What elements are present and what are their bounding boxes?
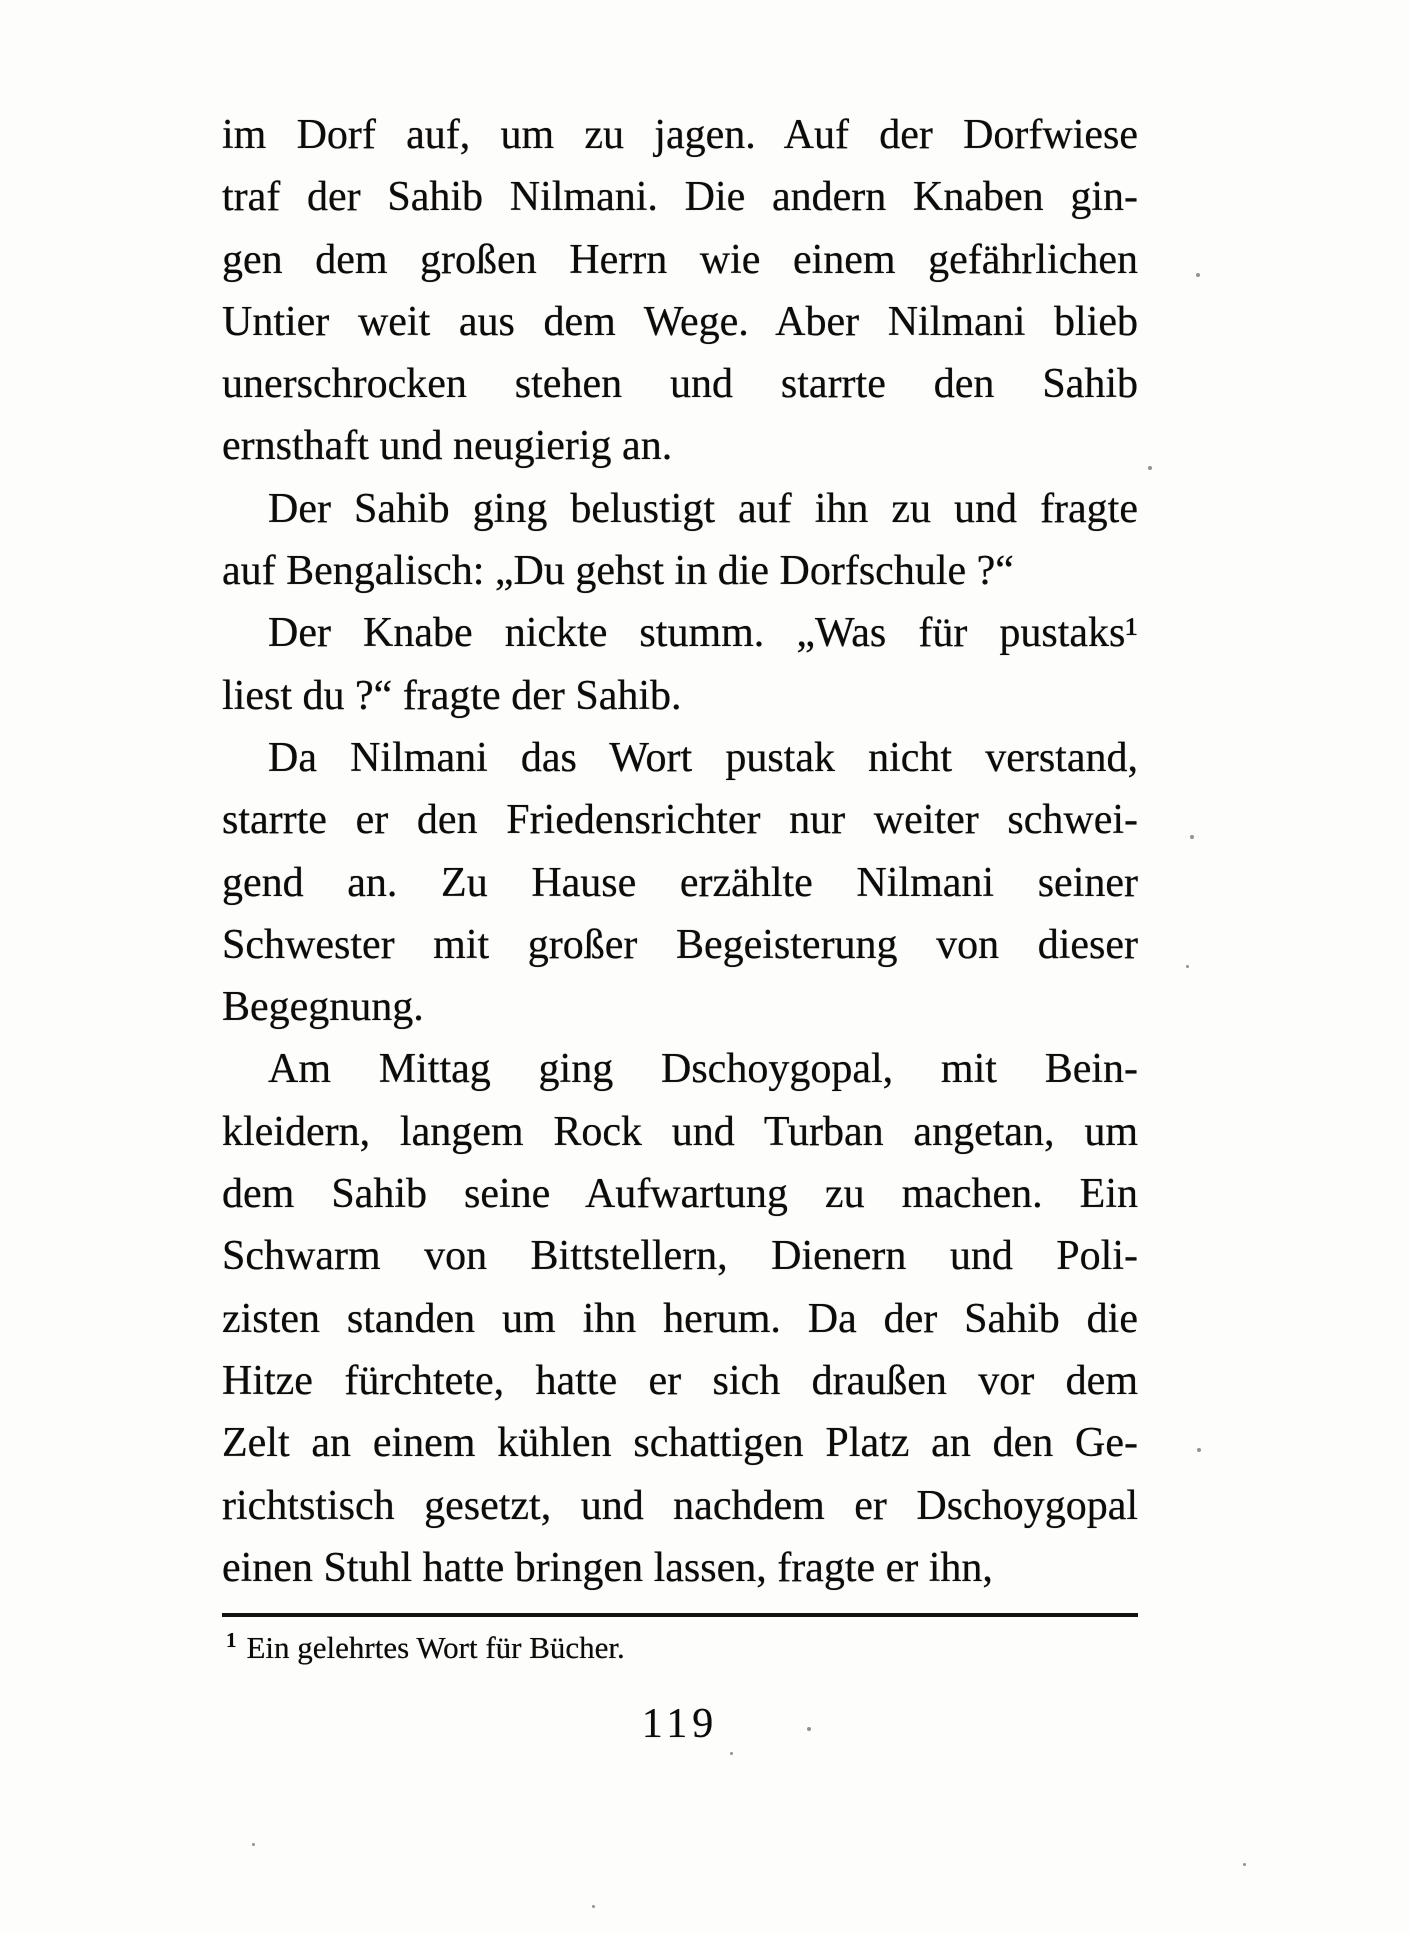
- text-line: unerschrocken stehen und starrte den Sahib: [222, 361, 1138, 408]
- scan-speck: [807, 1727, 811, 1731]
- text-line: Schwarm von Bittstellern, Dienern und Poli-: [222, 1233, 1138, 1280]
- text-line: Untier weit aus dem Wege. Aber Nilmani blieb: [222, 298, 1138, 345]
- footnote: [226, 1628, 1142, 1668]
- text-line: Am Mittag ging Dschoygopal, mit Bein-: [268, 1046, 1138, 1093]
- paragraph: [222, 478, 1138, 603]
- text-line: richtstisch gesetzt, und nachdem er Dschoygopal: [222, 1482, 1138, 1529]
- paragraph: [222, 1038, 1138, 1599]
- scan-speck: [1197, 1448, 1201, 1452]
- scan-speck: [730, 1752, 733, 1755]
- text-line: dem Sahib seine Aufwartung zu machen. Ein: [222, 1171, 1138, 1218]
- footnote-marker: 1: [226, 1627, 237, 1652]
- text-line: im Dorf auf, um zu jagen. Auf der Dorfwiese: [222, 112, 1138, 158]
- scan-speck: [592, 1905, 595, 1908]
- text-line: einen Stuhl hatte bringen lassen, fragte er ihn,: [222, 1544, 993, 1591]
- text-line: Schwester mit großer Begeisterung von dieser: [222, 921, 1138, 968]
- text-line: liest du ?“ fragte der Sahib.: [222, 672, 682, 719]
- text-line: Da Nilmani das Wort pustak nicht verstand,: [268, 734, 1138, 781]
- text-line: kleidern, langem Rock und Turban angetan, um: [222, 1108, 1138, 1155]
- text-line: Der Knabe nickte stumm. „Was für pustaks¹: [268, 610, 1138, 657]
- text-line: ernsthaft und neugierig an.: [222, 423, 673, 470]
- text-line: gend an. Zu Hause erzählte Nilmani seiner: [222, 859, 1138, 906]
- text-line: starrte er den Friedensrichter nur weiter schwei-: [222, 797, 1138, 844]
- scan-speck: [1243, 1863, 1246, 1866]
- text-line: gen dem großen Herrn wie einem gefährlichen: [222, 236, 1138, 283]
- text-line: Zelt an einem kühlen schattigen Platz an den Ge-: [222, 1420, 1138, 1467]
- text-line: Begegnung.: [222, 984, 424, 1031]
- text-line: traf der Sahib Nilmani. Die andern Knaben gin-: [222, 174, 1138, 221]
- scan-speck: [1196, 273, 1200, 277]
- scan-speck: [252, 1843, 255, 1846]
- scan-speck: [1186, 965, 1189, 968]
- paragraph: [222, 104, 1138, 478]
- paragraph: [222, 727, 1138, 1038]
- page-number: 119: [641, 1701, 719, 1747]
- scan-speck: [1148, 466, 1152, 470]
- footnote-text: Ein gelehrtes Wort für Bücher.: [246, 1630, 625, 1665]
- body-text: [222, 104, 1138, 1599]
- text-line: zisten standen um ihn herum. Da der Sahib die: [222, 1295, 1138, 1342]
- scan-speck: [1190, 835, 1194, 839]
- text-line: Hitze fürchtete, hatte er sich draußen vor dem: [222, 1357, 1138, 1404]
- text-line: Der Sahib ging belustigt auf ihn zu und fragte: [268, 485, 1138, 532]
- text-line: auf Bengalisch: „Du gehst in die Dorfschule ?“: [222, 548, 1014, 595]
- paragraph: [222, 602, 1138, 727]
- footnote-rule: [222, 1613, 1138, 1617]
